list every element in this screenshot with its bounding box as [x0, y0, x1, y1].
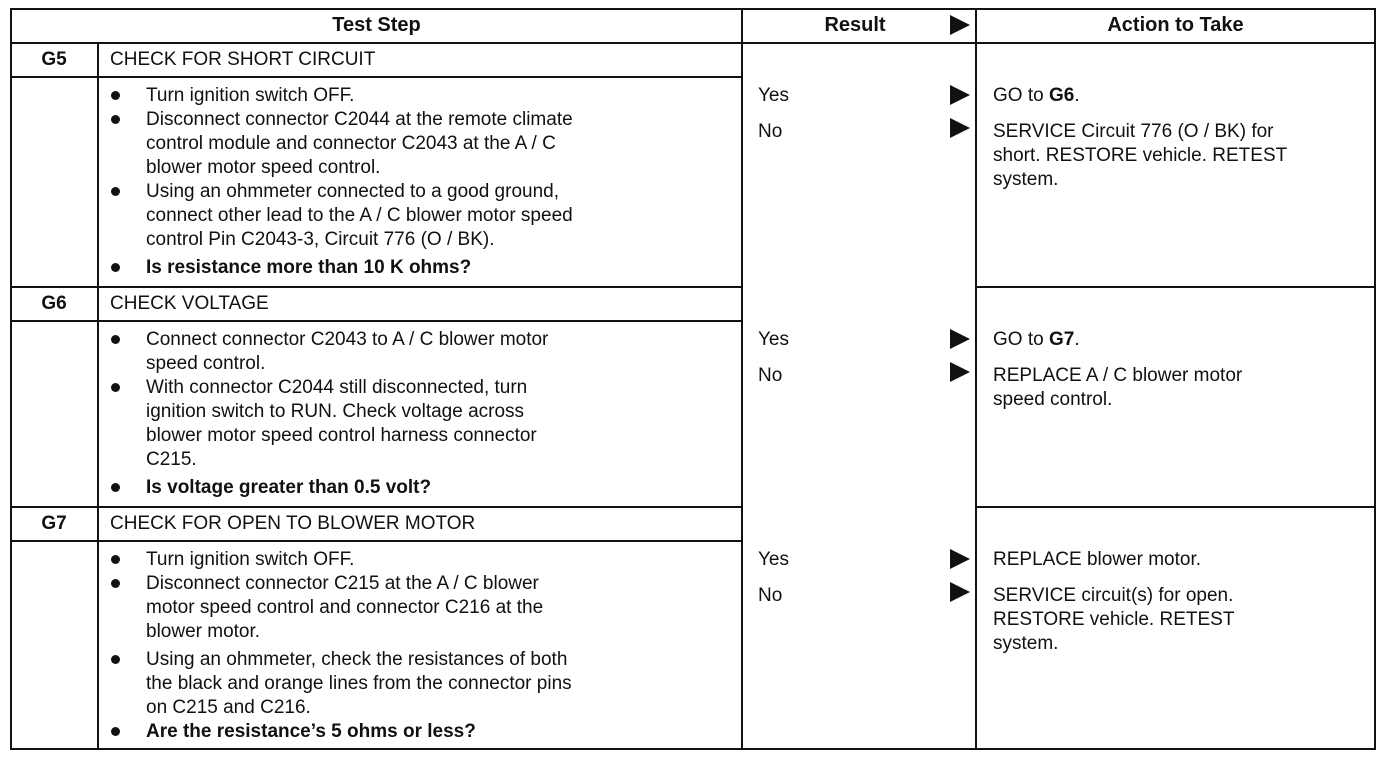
- g7-bullet-3-line-2: the black and orange lines from the connector pins: [146, 673, 572, 694]
- g5-result-yes: Yes: [758, 85, 789, 106]
- g5-question: Is resistance more than 10 K ohms?: [146, 257, 472, 278]
- g6-action-yes: [993, 328, 1080, 352]
- bullet-icon: [111, 383, 120, 392]
- g7-result-yes: Yes: [758, 549, 789, 570]
- step-id-g5: G5: [41, 49, 67, 70]
- content-divider-g5: [97, 76, 99, 288]
- action-separator-g7: [975, 506, 1376, 508]
- g5-action-yes-target: G6: [1048, 85, 1075, 106]
- g5-action-no-line-3: system.: [993, 169, 1059, 190]
- header-bottom-border: [10, 42, 1376, 44]
- step-title-g7: CHECK FOR OPEN TO BLOWER MOTOR: [110, 513, 476, 534]
- g6-bullet-1-line-2: speed control.: [146, 353, 266, 374]
- g6-bullet-1-line-1: Connect connector C2043 to A / C blower motor: [146, 329, 549, 350]
- g5-bullet-3-line-2: connect other lead to the A / C blower motor speed: [146, 205, 573, 226]
- arrow-icon: [950, 85, 970, 105]
- arrow-icon: [950, 549, 970, 569]
- content-divider-g6: [97, 320, 99, 508]
- header-test-step: Test Step: [332, 14, 421, 36]
- step-separator-g6: [10, 286, 743, 288]
- g7-bullet-2-line-3: blower motor.: [146, 621, 261, 642]
- g6-action-yes-target: G7: [1048, 329, 1075, 350]
- g7-bullet-3-line-3: on C215 and C216.: [146, 697, 311, 718]
- g6-result-yes: Yes: [758, 329, 789, 350]
- g7-bullet-1-line-1: Turn ignition switch OFF.: [146, 549, 355, 570]
- action-separator-g6: [975, 286, 1376, 288]
- bullet-icon: [111, 579, 120, 588]
- g6-action-no-line-1: REPLACE A / C blower motor: [993, 365, 1243, 386]
- g5-bullet-2-line-1: Disconnect connector C2044 at the remote climate: [146, 109, 573, 130]
- content-divider-g7: [97, 540, 99, 750]
- g5-result-no: No: [758, 121, 783, 142]
- bullet-icon: [111, 483, 120, 492]
- g6-bullet-2-line-4: C215.: [146, 449, 197, 470]
- table-left-border: [10, 8, 12, 750]
- header-arrow-icon: [950, 15, 970, 35]
- bullet-icon: [111, 727, 120, 736]
- bullet-icon: [111, 187, 120, 196]
- g7-bullet-3-line-1: Using an ohmmeter, check the resistances of both: [146, 649, 568, 670]
- g6-question: Is voltage greater than 0.5 volt?: [146, 477, 432, 498]
- g6-bullet-2-line-1: With connector C2044 still disconnected, turn: [146, 377, 528, 398]
- g6-bullet-2-line-3: blower motor speed control harness connector: [146, 425, 537, 446]
- bullet-icon: [111, 91, 120, 100]
- bullet-icon: [111, 263, 120, 272]
- arrow-icon: [950, 329, 970, 349]
- header-result: Result: [824, 14, 886, 36]
- g7-bullet-2-line-1: Disconnect connector C215 at the A / C blower: [146, 573, 539, 594]
- step-id-g7: G7: [41, 513, 67, 534]
- title-underline-g7: [10, 540, 743, 542]
- g5-action-yes-prefix: GO to: [993, 85, 1049, 106]
- bullet-icon: [111, 555, 120, 564]
- title-underline-g6: [10, 320, 743, 322]
- g7-action-no-line-2: RESTORE vehicle. RETEST: [993, 609, 1235, 630]
- table-top-border: [10, 8, 1376, 10]
- g7-result-no: No: [758, 585, 783, 606]
- step-title-g6: CHECK VOLTAGE: [110, 293, 269, 314]
- g7-action-yes: REPLACE blower motor.: [993, 549, 1202, 570]
- g5-bullet-3-line-1: Using an ohmmeter connected to a good ground,: [146, 181, 559, 202]
- table-right-border: [1374, 8, 1376, 750]
- g7-action-no-line-1: SERVICE circuit(s) for open.: [993, 585, 1234, 606]
- g5-bullet-2-line-2: control module and connector C2043 at the A / C: [146, 133, 556, 154]
- id-divider-g5: [97, 42, 99, 78]
- g6-action-no-line-2: speed control.: [993, 389, 1113, 410]
- g6-result-no: No: [758, 365, 783, 386]
- g7-bullet-2-line-2: motor speed control and connector C216 at the: [146, 597, 544, 618]
- g7-question: Are the resistance’s 5 ohms or less?: [146, 721, 476, 742]
- step-separator-g7: [10, 506, 743, 508]
- g5-action-no-line-1: SERVICE Circuit 776 (O / BK) for: [993, 121, 1274, 142]
- table-bottom-border: [10, 748, 1376, 750]
- title-underline-g5: [10, 76, 743, 78]
- header-action: Action to Take: [1107, 14, 1244, 36]
- step-id-g6: G6: [41, 293, 67, 314]
- g5-bullet-3-line-3: control Pin C2043-3, Circuit 776 (O / BK).: [146, 229, 495, 250]
- g6-bullet-2-line-2: ignition switch to RUN. Check voltage across: [146, 401, 525, 422]
- action-column-divider: [975, 8, 977, 750]
- g5-action-yes: [993, 84, 1080, 108]
- arrow-icon: [950, 118, 970, 138]
- step-title-g5: CHECK FOR SHORT CIRCUIT: [110, 49, 376, 70]
- result-column-divider: [741, 8, 743, 750]
- g7-action-no-line-3: system.: [993, 633, 1059, 654]
- id-divider-g6: [97, 286, 99, 322]
- bullet-icon: [111, 335, 120, 344]
- id-divider-g7: [97, 506, 99, 542]
- arrow-icon: [950, 362, 970, 382]
- bullet-icon: [111, 655, 120, 664]
- g5-bullet-2-line-3: blower motor speed control.: [146, 157, 381, 178]
- bullet-icon: [111, 115, 120, 124]
- g6-action-yes-prefix: GO to: [993, 329, 1049, 350]
- g5-action-yes-suffix: .: [1074, 85, 1080, 106]
- g5-bullet-1-line-1: Turn ignition switch OFF.: [146, 85, 355, 106]
- arrow-icon: [950, 582, 970, 602]
- g5-action-no-line-2: short. RESTORE vehicle. RETEST: [993, 145, 1288, 166]
- g6-action-yes-suffix: .: [1074, 329, 1080, 350]
